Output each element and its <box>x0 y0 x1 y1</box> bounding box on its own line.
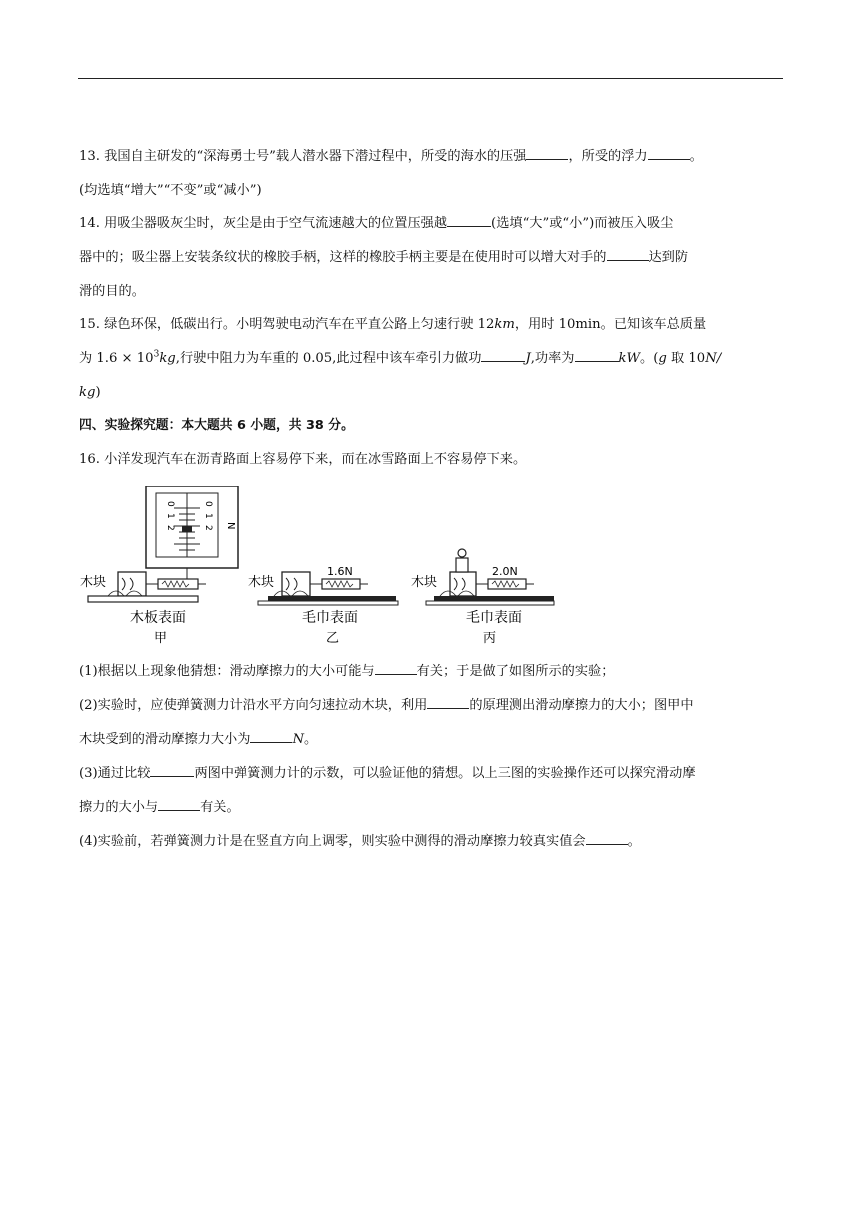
panel-yi <box>248 565 398 646</box>
q13-text-c: 。 <box>689 149 703 164</box>
q15-exponent: 3 <box>153 349 160 360</box>
q15-unit-kg-2: kg <box>79 385 96 400</box>
gauge-tick-top-1: 1 <box>165 513 175 519</box>
gauge-unit: N <box>225 522 236 530</box>
towel-surface-yi <box>268 596 396 601</box>
q15-unit-kg: kg <box>159 351 176 366</box>
q14-blank-1[interactable] <box>447 212 491 227</box>
towel-surface-bing <box>434 596 554 601</box>
panel-name-bing: 丙 <box>483 631 497 646</box>
q16-p4-blank[interactable] <box>586 830 628 845</box>
surface-label-yi: 毛巾表面 <box>302 610 358 626</box>
q14-line-1 <box>79 207 784 241</box>
question-13 <box>79 140 784 208</box>
q14-blank-2[interactable] <box>607 246 649 261</box>
q16-part-3 <box>79 757 784 791</box>
q13-line-1 <box>79 140 784 174</box>
q16-p3-text-b: 两图中弹簧测力计的示数，可以验证他的猜想。以上三图的实验操作还可以探究滑动摩 <box>194 766 696 781</box>
q15-unit-km: km <box>494 317 515 332</box>
q16-p3-text-d: 有关。 <box>200 800 240 815</box>
experiment-figure <box>78 486 558 656</box>
gauge-tick-bottom-0: 0 <box>203 501 213 507</box>
gauge-tick-bottom-1: 1 <box>203 513 213 519</box>
q16-p2-blank-2[interactable] <box>250 728 292 743</box>
q13-line-2: (均选填“增大”“不变”或“减小”) <box>79 183 262 198</box>
q13-blank-1[interactable] <box>526 145 568 160</box>
q15-unit-kW: kW <box>618 351 641 366</box>
q16-p3-blank-1[interactable] <box>150 762 194 777</box>
q16-p3-text-a: (3)通过比较 <box>79 766 151 781</box>
q16-part-3-line-2 <box>79 791 784 825</box>
question-15 <box>79 308 784 410</box>
q16-p1-text-a: (1)根据以上现象他猜想：滑动摩擦力的大小可能与 <box>79 664 375 679</box>
q16-questions <box>79 655 784 859</box>
panel-name-jia: 甲 <box>154 631 168 646</box>
q15-line-1 <box>79 308 784 342</box>
q14-text-a: 14. 用吸尘器吸灰尘时，灰尘是由于空气流速越大的位置压强越 <box>79 216 448 231</box>
section-4-heading: 四、实验探究题：本大题共 6 小题，共 38 分。 <box>79 418 354 433</box>
q15-blank-1[interactable] <box>481 347 525 362</box>
q16-p4-text-a: (4)实验前，若弹簧测力计是在竖直方向上调零，则实验中测得的滑动摩擦力较真实值会 <box>79 834 586 849</box>
header-rule <box>78 78 783 79</box>
q16-part-4 <box>79 825 784 859</box>
q14-text-c: 器中的；吸尘器上安装条纹状的橡胶手柄，这样的橡胶手柄主要是在使用时可以增大对手的 <box>79 250 607 265</box>
panel-name-yi: 乙 <box>326 631 340 646</box>
q15-unit-N: N/ <box>705 351 722 366</box>
q15-text-b: ，用时 10min。已知该车总质量 <box>514 317 707 332</box>
question-14 <box>79 207 784 309</box>
panel-bing <box>411 549 554 646</box>
q16-intro: 16. 小洋发现汽车在沥青路面上容易停下来，而在冰雪路面上不容易停下来。 <box>79 452 527 467</box>
q14-line-2 <box>79 241 784 275</box>
q15-symbol-g: g <box>658 351 667 366</box>
q16-part-2 <box>79 689 784 723</box>
q16-p1-text-b: 有关；于是做了如图所示的实验； <box>416 664 615 679</box>
block-label-jia: 木块 <box>80 575 107 590</box>
q16-p2-unit-N: N <box>292 732 304 747</box>
weight-bing <box>456 558 468 572</box>
q15-blank-2[interactable] <box>575 347 619 362</box>
q16-p4-text-b: 。 <box>627 834 641 849</box>
wooden-block-bing <box>450 572 476 596</box>
reading-yi: 1.6N <box>327 565 353 578</box>
q16-p2-text-a: (2)实验时，应使弹簧测力计沿水平方向匀速拉动木块，利用 <box>79 698 428 713</box>
q15-text-d: ,行驶中阻力为车重的 0.05,此过程中该车牵引力做功 <box>175 351 482 366</box>
q15-text-c: 为 1.6 × 10 <box>79 351 154 366</box>
q15-unit-J: J <box>525 351 531 366</box>
q16-p1-blank[interactable] <box>375 660 417 675</box>
wooden-block-jia <box>118 572 146 596</box>
q16-p2-text-c: 木块受到的滑动摩擦力大小为 <box>79 732 251 747</box>
surface-label-jia: 木板表面 <box>130 610 186 626</box>
spring-scale-jia <box>158 579 198 589</box>
q15-line-3 <box>79 376 784 410</box>
q15-text-h: ) <box>95 385 101 400</box>
q16-p2-text-d: 。 <box>303 732 318 747</box>
q14-text-b: (选填“大”或“小”)而被压入吸尘 <box>491 216 674 231</box>
q13-text-b: ，所受的浮力 <box>568 149 648 164</box>
q16-part-2-line-2 <box>79 723 784 757</box>
q15-text-a: 15. 绿色环保，低碳出行。小明驾驶电动汽车在平直公路上匀速行驶 12 <box>79 317 495 332</box>
gauge-tick-top-2: 2 <box>165 525 175 531</box>
gauge-tick-top-0: 0 <box>165 501 175 507</box>
q16-p3-blank-2[interactable] <box>158 796 200 811</box>
panel-jia <box>80 572 206 646</box>
q15-text-e: ,功率为 <box>530 351 575 366</box>
q16-p2-text-b: 的原理测出滑动摩擦力的大小；图甲中 <box>469 698 694 713</box>
q14-text-d: 达到防 <box>648 250 689 265</box>
block-label-bing: 木块 <box>411 575 438 590</box>
q13-text-a: 13. 我国自主研发的“深海勇士号”载人潜水器下潜过程中，所受的海水的压强 <box>79 149 527 164</box>
q15-text-f: 。( <box>640 351 659 366</box>
q16-p3-text-c: 擦力的大小与 <box>79 800 159 815</box>
q15-line-2 <box>79 342 784 376</box>
board-surface-jia <box>88 596 198 602</box>
surface-label-bing: 毛巾表面 <box>466 610 522 626</box>
gauge-tick-bottom-2: 2 <box>203 525 213 531</box>
spring-scale-gauge <box>146 486 238 580</box>
q16-part-1 <box>79 655 784 689</box>
q14-line-3: 滑的目的。 <box>79 284 145 299</box>
q13-blank-2[interactable] <box>648 145 690 160</box>
reading-bing: 2.0N <box>492 565 518 578</box>
q15-text-g: 取 10 <box>666 351 706 366</box>
q16-p2-blank-1[interactable] <box>427 694 469 709</box>
block-label-yi: 木块 <box>248 575 275 590</box>
